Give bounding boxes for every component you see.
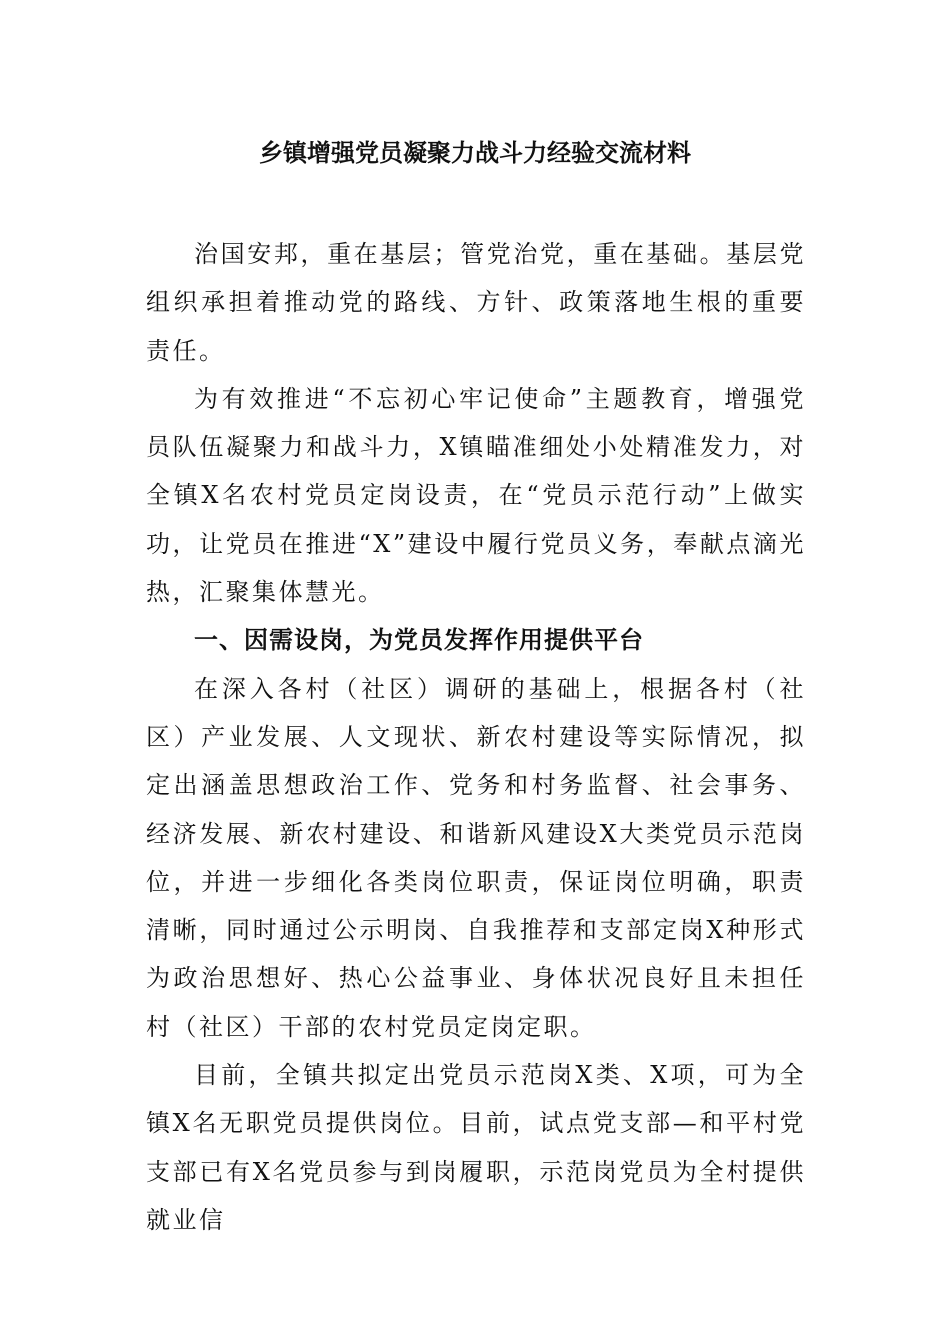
section-paragraph: 在深入各村（社区）调研的基础上，根据各村（社区）产业发展、人文现状、新农村建设等实际情况，拟定出涵盖思想政治工作、党务和村务监督、社会事务、经济发展、新农村建设、和谐新风建设X大类党员示范岗位，并进一步细化各类岗位职责，保证岗位明确，职责清晰，同时通过公示明岗、自我推荐和支部定岗X种形式为政治思想好、热心公益事业、身体状况良好且未担任村（社区）干部的农村党员定岗定职。: [146, 674, 806, 1041]
document-title: 乡镇增强党员凝聚力战斗力经验交流材料: [259, 138, 691, 167]
section-paragraph: 目前，全镇共拟定出党员示范岗X类、X项，可为全镇X名无职党员提供岗位。目前，试点党支部—和平村党支部已有X名党员参与到岗履职，示范岗党员为全村提供就业信: [146, 1061, 806, 1234]
document-body: [146, 230, 806, 1244]
background-paragraph: 为有效推进“不忘初心牢记使命”主题教育，增强党员队伍凝聚力和战斗力，X镇瞄准细处小处精准发力，对全镇X名农村党员定岗设责，在“党员示范行动”上做实功，让党员在推进“X”建设中履行党员义务，奉献点滴光热，汇聚集体慧光。: [146, 384, 806, 607]
section-heading: 一、因需设岗，为党员发挥作用提供平台: [194, 625, 644, 655]
intro-paragraph: 治国安邦，重在基层；管党治党，重在基础。基层党组织承担着推动党的路线、方针、政策落地生根的重要责任。: [146, 240, 806, 365]
